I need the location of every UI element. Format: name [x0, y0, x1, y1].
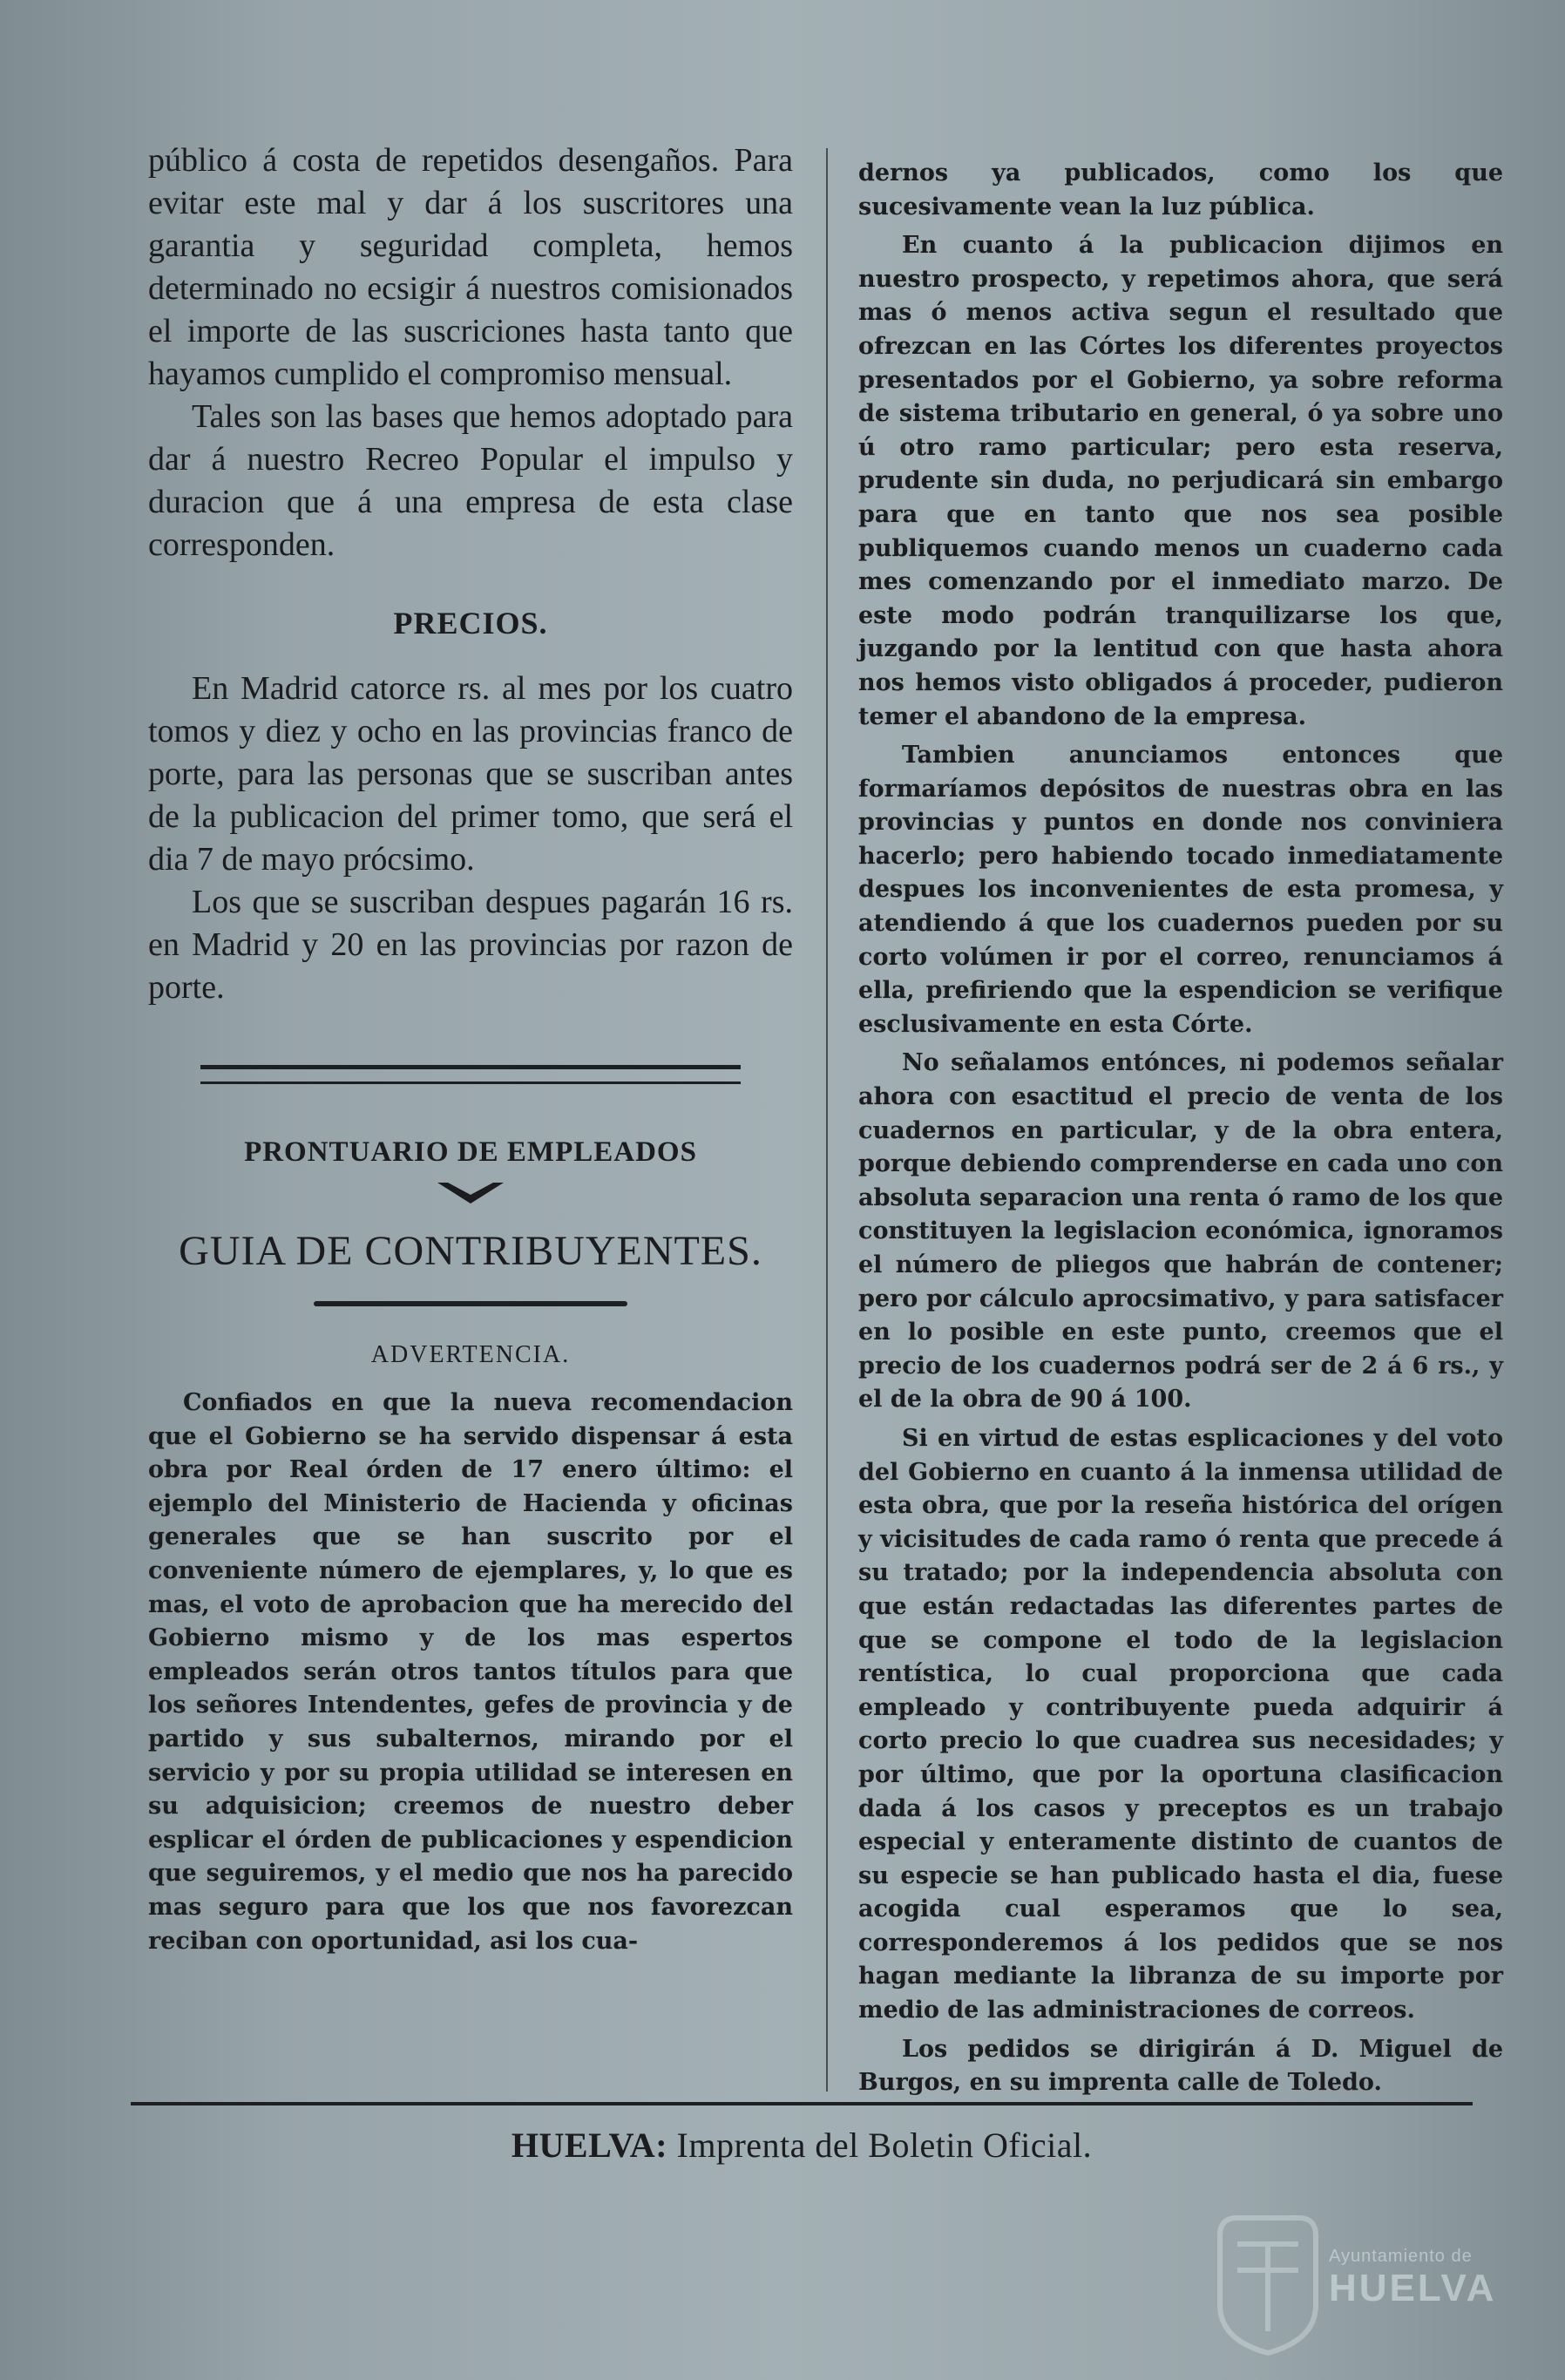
precios-paragraph-1: En Madrid catorce rs. al mes por los cuatro tomos y diez y ocho en las provincias franco de porte, para las personas que se suscriban antes de la publicacion del primer tomo, que será el dia 7 de mayo prócsimo.	[148, 670, 793, 878]
right-paragraph-1: dernos ya publicados, como los que sucesivamente vean la luz pública.	[858, 159, 1503, 220]
left-column	[148, 139, 793, 1958]
intro-paragraph-2: Tales son las bases que hemos adoptado para dar á nuestro Recreo Popular el impulso y duracion que á una empresa de esta clase corresponden.	[148, 398, 793, 563]
double-rule-divider	[200, 1065, 741, 1084]
single-rule-divider	[314, 1301, 627, 1306]
precios-heading: PRECIOS.	[393, 606, 548, 641]
advertencia-heading: ADVERTENCIA.	[370, 1341, 571, 1368]
footer-rule	[131, 2102, 1473, 2105]
footer-place: HUELVA:	[511, 2126, 668, 2165]
watermark-line-2: HUELVA	[1329, 2267, 1497, 2309]
right-paragraph-3: Tambien anunciamos entonces que formaríamos depósitos de nuestras obra en las provincias y puntos en donde nos conviniera hacerlo; pero habiendo tocado inmediatamente despues los inconvenientes de esta promesa, y atendiendo á que los cuadernos pueden por su corto volúmen ir por el correo, renunciamos á ella, prefiriendo que la espendicion se verifique esclusivamente en esta Córte.	[858, 742, 1503, 1038]
precios-paragraph-2: Los que se suscriban despues pagarán 16 rs. en Madrid y 20 en las provincias por razon de porte.	[148, 884, 793, 1006]
intro-paragraph-1: público á costa de repetidos desengaños. Para evitar este mal y dar á los suscritores una garantia y seguridad completa, hemos determinado no ecsigir á nuestros comisionados el importe de las suscriciones hasta tanto que hayamos cumplido el compromiso mensual.	[148, 142, 793, 392]
column-divider	[826, 148, 828, 2092]
title-line-1: PRONTUARIO DE EMPLEADOS	[244, 1136, 697, 1168]
right-paragraph-4: No señalamos entónces, ni podemos señalar ahora con esactitud el precio de venta de los cuadernos en particular, y de la obra entera, porque debiendo comprenderse en cada uno con absoluta separacion una renta ó ramo de los que constituyen la legislacion económica, ignoramos el número de pliegos que habrán de contener; pero por cálculo aprocsimativo, y para satisfacer en lo posible en este punto, creemos que el precio de los cuadernos podrá ser de 2 á 6 rs., y el de la obra de 90 á 100.	[858, 1049, 1503, 1414]
ornament-y-icon	[436, 1179, 505, 1209]
right-paragraph-2: En cuanto á la publicacion dijimos en nuestro prospecto, y repetimos ahora, que será mas ó menos activa segun el resultado que ofrezcan en las Córtes los diferentes proyectos presentados por el Gobierno, ya sobre reforma de sistema tributario en general, ó ya sobre uno ú otro ramo particular; pero esta reserva, prudente sin duda, no perjudicará sin embargo para que en tanto que nos sea posible publiquemos cuando menos un cuaderno cada mes comenzando por el inmediato marzo. De este modo podrán tranquilizarse los que, juzgando por la lentitud con que hasta ahora nos hemos visto obligados á proceder, pudieron temer el abandono de la empresa.	[858, 232, 1503, 730]
watermark-line-1: Ayuntamiento de	[1329, 2247, 1473, 2266]
footer-imprint	[131, 2125, 1473, 2166]
right-column	[858, 157, 1503, 2105]
title-conjunction	[148, 1179, 793, 1215]
right-paragraph-6: Los pedidos se dirigirán á D. Miguel de Burgos, en su imprenta calle de Toledo.	[858, 2035, 1503, 2097]
footer-imprint-text: Imprenta del Boletin Oficial.	[676, 2126, 1093, 2165]
title-line-2: GUIA DE CONTRIBUYENTES.	[179, 1228, 762, 1274]
right-paragraph-5: Si en virtud de estas esplicaciones y del voto del Gobierno en cuanto á la inmensa utilidad de esta obra, que por la reseña histórica del orígen y vicisitudes de cada ramo ó renta que precede á su tratado; por la independencia absoluta con que están redactadas las diferentes partes de que se compone el todo de la legislacion rentística, lo cual proporciona que cada empleado y contribuyente pueda adquirir á corto precio lo que cuadrea sus necesidades; y por último, que por la oportuna clasificacion dada á los casos y preceptos es un trabajo especial y enteramente distinto de cuantos de su especie se han publicado hasta el dia, fuese acogida cual esperamos que lo sea, corresponderemos á los pedidos que se nos hagan mediante la libranza de su importe por medio de las administraciones de correos.	[858, 1424, 1503, 2024]
advertencia-paragraph: Confiados en que la nueva recomendacion que el Gobierno se ha servido dispensar á esta obra por Real órden de 17 enero último: el ejemplo del Ministerio de Hacienda y oficinas generales que se han suscrito por el conveniente número de ejemplares, y, lo que es mas, el voto de aprobacion que ha merecido del Gobierno mismo y de los mas espertos empleados serán otros tantos títulos para que los señores Intendentes, gefes de provincia y de partido y sus subalternos, mirando por el servicio y por su propia utilidad se interesen en su adquisicion; creemos de nuestro deber esplicar el órden de publicaciones y espendicion que seguiremos, y el medio que nos ha parecido mas seguro para que los que nos favorezcan reciban con oportunidad, asi los cua-	[148, 1389, 793, 1955]
watermark-text	[1329, 2247, 1521, 2310]
